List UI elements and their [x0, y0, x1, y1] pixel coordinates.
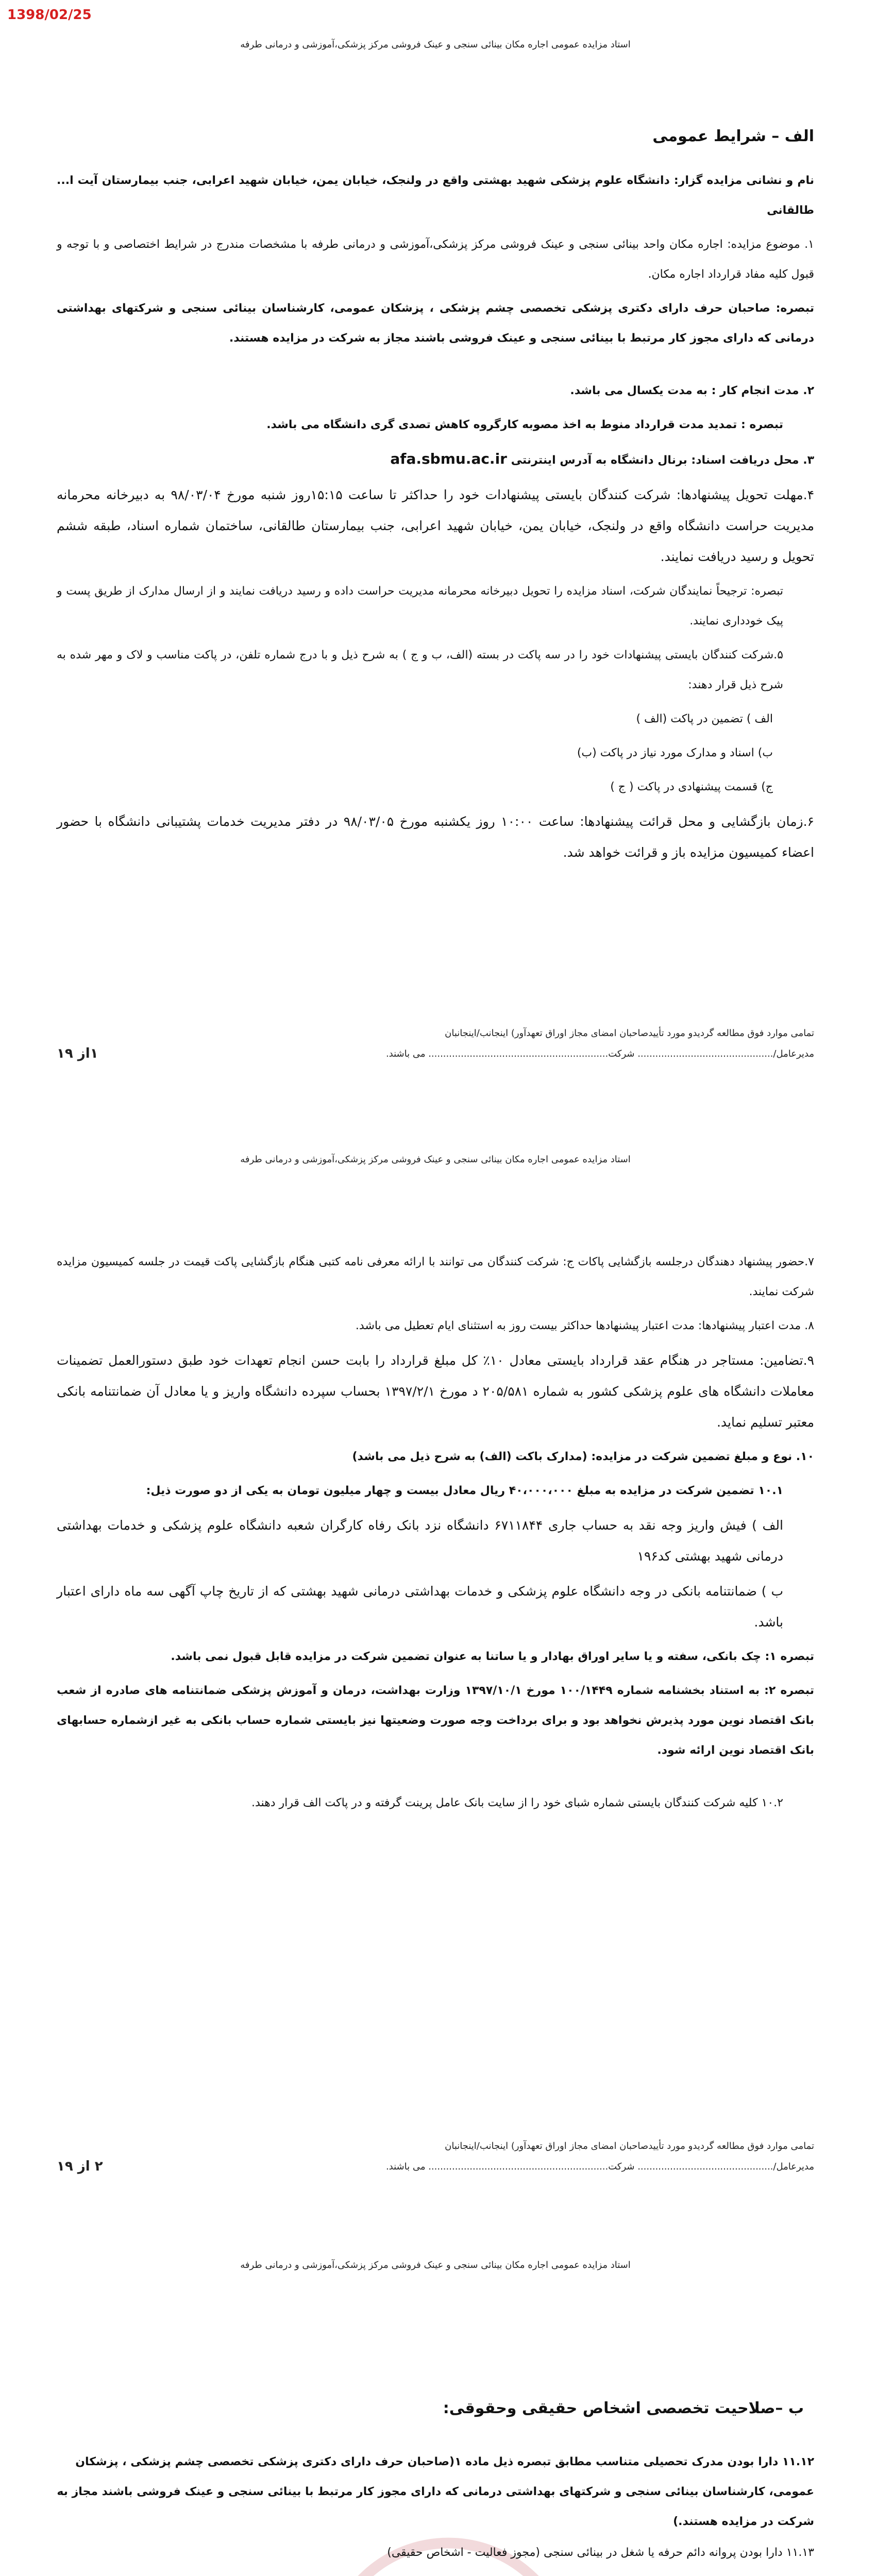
document-date: 1398/02/25	[7, 7, 92, 23]
envelope-c: ج) قسمت پیشنهادی در پاکت ( ج )	[610, 781, 773, 793]
running-head: استاد مزایده عمومی اجاره مکان بینائی سنجی و عینک فروشی مرکز پزشکی،آموزشی و درمانی طرفه	[240, 1154, 631, 1165]
footer-signature-line: تمامی موارد فوق مطالعه گردیدو مورد تأییدصاحبان امضای مجاز اوراق تعهدآور) اینجانب/اینجانبان	[445, 1028, 814, 1039]
clause-bid-bond: ۱۰. نوع و مبلغ تضمین شرکت در مزایده: (مدارک باکت (الف) به شرح ذیل می باشد)	[352, 1450, 814, 1463]
page-footer	[57, 2141, 814, 2174]
note-extension: تبصره : تمدید مدت قرارداد منوط به اخذ مصوبه کارگروه کاهش تصدی گری دانشگاه می باشد.	[266, 418, 783, 431]
footer-signature-line: تمامی موارد فوق مطالعه گردیدو مورد تأییدصاحبان امضای مجاز اوراق تعهدآور) اینجانب/اینجانبان	[445, 2141, 814, 2151]
clause-duration: ۲. مدت انجام کار : به مدت یکسال می باشد.	[570, 384, 814, 397]
note-2-bank-restriction: تبصره ۲: به استناد بخشنامه شماره ۱۰۰/۱۴۴۹ مورخ ۱۳۹۷/۱۰/۱ وزارت بهداشت، درمان و آموزش پزشکی ضمانتنامه های صادره از شعب بانک اقتصاد نوین مورد پذیرش نخواهد بود و برای برداخت وجه صورت وضعیتها نیز بایستی شماره حساب بانکی به غیر ازشماره حسابهای بانک اقتصاد نوین ارائه شود.	[57, 1684, 814, 1757]
envelope-a: الف ) تضمین در پاکت (الف )	[636, 713, 773, 725]
section-title-general-terms: الف – شرایط عمومی	[652, 127, 814, 145]
clause-guarantees: ۹.تضامین: مستاجر در هنگام عقد قرارداد بایستی معادل ۱۰٪ کل مبلغ قرارداد را بابت حسن انجام تعهدات خود طبق دستورالعمل تضمینات معاملات دانشگاه های علوم پزشکی کشور به شماره ۲۰۵/۵۸۱ د مورخ ۱۳۹۷/۲/۱ بحساب سپرده دانشگاه واریز و یا معادل آن ضمانتنامه بانکی معتبر تسلیم نماید.	[57, 1353, 815, 1430]
page-2	[0, 1097, 876, 2195]
documents-location-label: ۳. محل دریافت اسناد: برنال دانشگاه به آدرس اینترنتی	[511, 454, 814, 467]
page-footer	[57, 1028, 814, 1061]
clause-validity: ۸. مدت اعتبار پیشنهادها: مدت اعتبار پیشنهادها حداکثر بیست روز به استثنای ایام تعطیل می باشد.	[355, 1319, 814, 1332]
clause-envelopes: ۵.شرکت کنندگان بایستی پیشنهادات خود را در سه پاکت در بسته (الف، ب و ج ) به شرح ذیل و با درج شماره تلفن، در پاکت مناسب و لاک و مهر شده به شرح ذیل قرار دهند:	[57, 649, 783, 691]
page-number: ۲ از ۱۹	[57, 2159, 103, 2174]
clause-documents-location	[57, 444, 814, 476]
clause-sheba: ۱۰.۲ کلیه شرکت کنندگان بایستی شماره شبای خود را از سایت بانک عامل پرینت گرفته و در پاکت الف قرار دهند.	[251, 1797, 783, 1809]
page-3	[0, 2210, 876, 2576]
clause-opening-time: ۶.زمان بازگشایی و محل قرائت پیشنهادها: ساعت ۱۰:۰۰ روز یکشنبه مورخ ۹۸/۰۳/۰۵ در دفتر مدیریت خدمات پشتیبانی دانشگاه با حضور اعضاء کمیسیون مزایده باز و قرائت خواهد شد.	[57, 814, 814, 860]
page-1	[0, 0, 876, 1082]
envelope-b: ب) اسناد و مدارک مورد نیاز در پاکت (ب)	[577, 747, 773, 759]
clause-subject: ۱. موضوع مزایده: اجاره مکان واحد بینائی سنجی و عینک فروشی مرکز پزشکی،آموزشی و درمانی طرفه با مشخصات مندرج در شرایط اختصاصی و با توجه و قبول کلیه مفاد قرارداد اجاره مکان.	[57, 238, 814, 281]
bid-bond-option-b: ب ) ضمانتنامه بانکی در وجه دانشگاه علوم پزشکی و خدمات بهداشتی درمانی شهید بهشتی که از تاریخ چاپ آگهی سه ماه دارای اعتبار باشد.	[57, 1584, 783, 1630]
portal-link[interactable]: afa.sbmu.ac.ir	[390, 450, 507, 467]
section-title-qualifications: ب –صلاحیت تخصصی اشخاص حقیقی وحقوقی:	[443, 2399, 804, 2417]
note-eligibility: تبصره: صاحبان حرف دارای دکتری پزشکی تخصصی چشم پزشکی ، پزشکان عمومی، کارشناسان بینائی سنجی و شرکتهای بهداشتی درمانی که دارای مجوز کار مرتبط با بینائی سنجی و عینک فروشی باشند مجاز به شرکت در مزایده هستند.	[57, 302, 814, 345]
qualification-item: ۱۱.۱۲ دارا بودن مدرک تحصیلی متناسب مطابق تبصره ذیل ماده ۱(صاحبان حرف دارای دکتری پزشکی تخصصی چشم پزشکی ، پزشکان عمومی، کارشناسان بینائی سنجی و شرکتهای بهداشتی درمانی که دارای مجوز کار مرتبط با بینائی سنجی و عینک فروشی باشند مجاز به شرکت در مزایده هستند.)	[57, 2455, 814, 2528]
clause-submission-deadline: ۴.مهلت تحویل پیشنهادها: شرکت کنندگان بایستی پیشنهادات خود را حداکثر تا ساعت ۱۵:۱۵روز شنبه مورخ ۹۸/۰۳/۰۴ به دبیرخانه محرمانه مدیریت حراست دانشگاه واقع در ولنجک، خیابان یمن، خیابان شهید اعرابی، جنب بیمارستان طالقانی، ساختمان شماره اسناد، طبقه ششم تحویل و رسید دریافت نمایند.	[57, 487, 814, 564]
clause-bid-bond-amount: ۱۰.۱ تضمین شرکت در مزایده به مبلغ ۴۰،۰۰۰،۰۰۰ ریال معادل بیست و چهار میلیون تومان به یکی از دو صورت ذیل:	[146, 1484, 783, 1497]
running-head: استاد مزایده عمومی اجاره مکان بینائی سنجی و عینک فروشی مرکز پزشکی،آموزشی و درمانی طرفه	[240, 39, 631, 50]
qualification-item	[57, 2569, 814, 2576]
running-head: استاد مزایده عمومی اجاره مکان بینائی سنجی و عینک فروشی مرکز پزشکی،آموزشی و درمانی طرفه	[240, 2260, 631, 2270]
footer-company-line: مدیرعامل/.............................................. شرکت............................................................. می باشند.	[385, 2161, 814, 2172]
note-submission: تبصره: ترجیحاً نمایندگان شرکت، اسناد مزایده را تحویل دبیرخانه محرمانه مدیریت حراست داده و رسید دریافت نمایند و از ارسال مدارک از طریق پست و پیک خودداری نمایند.	[57, 585, 783, 628]
clause-attendance: ۷.حضور پیشنهاد دهندگان درجلسه بازگشایی پاکات ج: شرکت کنندگان می توانند با ارائه معرفی نامه کتبی هنگام بازگشایی پاکت قیمت در جلسه کمیسیون مزایده شرکت نمایند.	[57, 1256, 814, 1298]
tenderer-address: نام و نشانی مزایده گزار: دانشگاه علوم پزشکی شهید بهشتی واقع در ولنجک، خیابان یمن، خیابان شهید اعرابی، جنب بیمارستان آیت ا... طالقانی	[57, 174, 814, 217]
note-1-unacceptable: تبصره ۱: چک بانکی، سفته و یا سایر اوراق بهادار و یا ساتنا به عنوان تضمین شرکت در مزایده قابل قبول نمی باشد.	[171, 1650, 814, 1663]
footer-company-line: مدیرعامل/.............................................. شرکت............................................................. می باشند.	[385, 1048, 814, 1059]
bid-bond-option-a: الف ) فیش واریز وجه نقد به حساب جاری ۶۷۱۱۸۴۴ دانشگاه نزد بانک رفاه کارگران شعبه دانشگاه علوم پزشکی و خدمات بهداشتی درمانی شهید بهشتی کد۱۹۶	[57, 1518, 783, 1564]
qualification-item: ۱۱.۱۳ دارا بودن پروانه دائم حرفه یا شغل در بینائی سنجی (مجوز فعالیت - اشخاص حقیقی)	[387, 2546, 814, 2559]
page-number: ۱از ۱۹	[57, 1046, 98, 1061]
